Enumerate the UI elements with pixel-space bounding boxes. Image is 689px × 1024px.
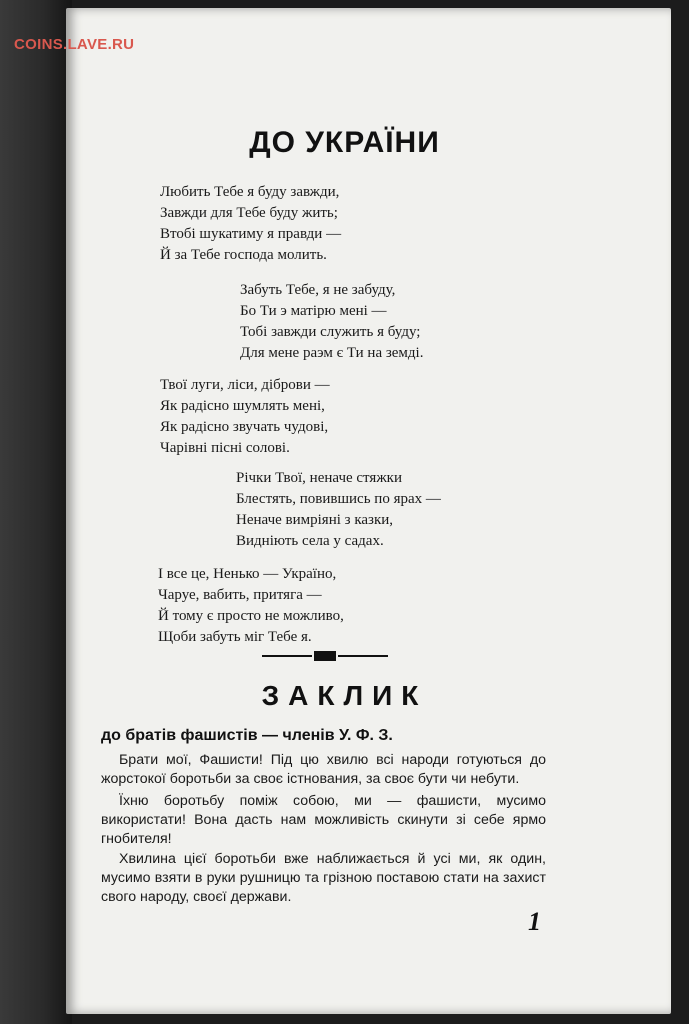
poem-line: Забуть Тебе, я не забуду,: [240, 282, 396, 298]
divider-line: [262, 655, 312, 657]
poem-line: Тобі завжди служить я буду;: [240, 324, 421, 340]
poem-line: Як радісно шумлять мені,: [160, 398, 325, 414]
poem-line: Для мене раэм є Ти на земді.: [240, 345, 424, 361]
poem-stanza-2: [240, 280, 423, 364]
appeal-subtitle: до братів фашистів — членів У. Ф. З.: [101, 727, 393, 744]
poem-line: Блестять, повившись по ярах —: [236, 491, 441, 507]
poem-stanza-4: [236, 468, 441, 552]
poem-line: Твої луги, ліси, діброви —: [160, 377, 330, 393]
poem-line: Втобі шукатиму я правди —: [160, 226, 342, 242]
poem-line: Любить Тебе я буду завжди,: [160, 184, 340, 200]
poem-stanza-3: [160, 375, 330, 459]
appeal-paragraph: Їхню боротьбу поміж собою, ми — фашисти, мусимо використати! Вона дасть нам можливість скинути зі себе ярмо гнобителя!: [101, 793, 546, 847]
watermark: COINS.LAVE.RU: [14, 36, 135, 53]
divider-center-mark: [314, 651, 336, 661]
poem-title: ДО УКРАЇНИ: [249, 126, 440, 159]
page-number: 1: [528, 907, 541, 936]
poem-line: Бо Ти э матірю мені —: [240, 303, 387, 319]
poem-line: Й тому є просто не можливо,: [158, 608, 344, 624]
appeal-title: ЗАКЛИК: [261, 680, 428, 711]
poem-line: Неначе вимріяні з казки,: [236, 512, 394, 528]
poem-stanza-5: [158, 564, 344, 648]
poem-line: Чаруе, вабить, притяга —: [158, 587, 322, 603]
poem-line: Й за Тебе господа молить.: [160, 247, 327, 263]
poem-line: Річки Твої, неначе стяжки: [236, 470, 402, 486]
poem-line: Як радісно звучать чудові,: [160, 419, 329, 435]
poem-line: Завжди для Тебе буду жить;: [160, 205, 338, 221]
appeal-paragraph: Брати мої, Фашисти! Під цю хвилю всі народи готуються до жорстокої боротьби за своє істнования, за своє бути чи небути.: [101, 752, 546, 787]
poem-line: І все це, Ненько — Україно,: [158, 566, 337, 582]
poem-line: Щоби забуть міг Тебе я.: [158, 629, 312, 645]
poem-stanza-1: [160, 182, 341, 266]
appeal-paragraph: Хвилина цієї боротьби вже наближається й усі ми, як один, мусимо взяти в руки рушницю та грізною поставою стати на захист свого народу, своєї держави.: [101, 851, 546, 905]
section-divider-ornament: [262, 650, 388, 662]
poem-line: Видніють села у садах.: [236, 533, 384, 549]
divider-line: [338, 655, 388, 657]
poem-line: Чарівні пісні солові.: [160, 440, 290, 456]
